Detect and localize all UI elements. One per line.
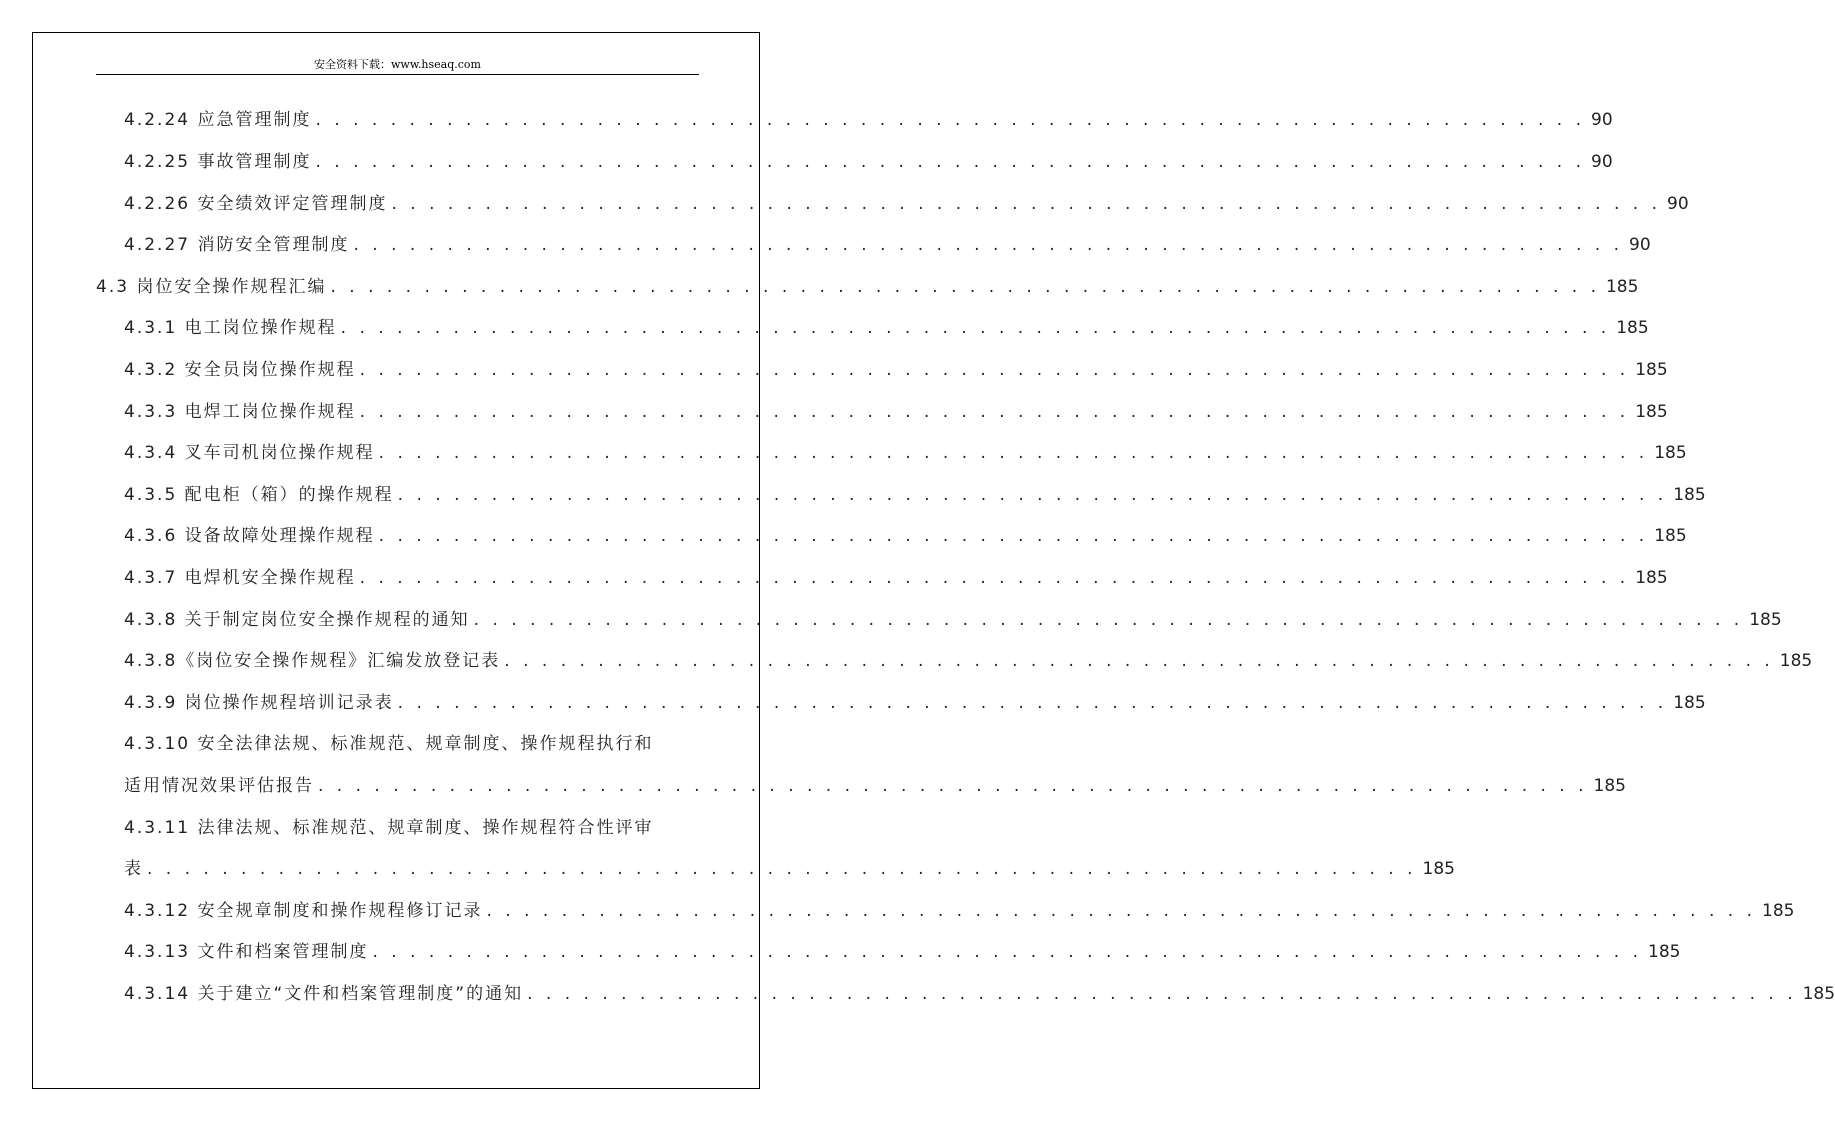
toc-leader-dots: . . . . . . . . . . . . . . . . . . . . . . . . . . . . . . . . . . . . . . . . . . . . . . . . . . . . . . . . . . . . . . . . . . . . [315, 152, 1585, 172]
toc-leader-dots: . . . . . . . . . . . . . . . . . . . . . . . . . . . . . . . . . . . . . . . . . . . . . . . . . . . . . . . . . . . . . . . . . . . . [486, 901, 1756, 921]
toc-entry-4-3-14[interactable] [124, 978, 1835, 1004]
toc-leader-dots: . . . . . . . . . . . . . . . . . . . . . . . . . . . . . . . . . . . . . . . . . . . . . . . . . . . . . . . . . . . . . . . . . . . . [330, 277, 1600, 297]
toc-entry-label: 4.3.7 电焊机安全操作规程 [124, 568, 356, 588]
toc-leader-dots: . . . . . . . . . . . . . . . . . . . . . . . . . . . . . . . . . . . . . . . . . . . . . . . . . . . . . . . . . . . . . . . . . . . . [353, 235, 1623, 255]
toc-entry-label: 4.3.1 电工岗位操作规程 [124, 318, 337, 338]
toc-entry-4-3-5[interactable] [124, 479, 1706, 505]
toc-page-number: 185 [1762, 901, 1795, 921]
toc-entry-4-3-13[interactable] [124, 936, 1681, 962]
toc-entry-label: 4.3.8《岗位安全操作规程》汇编发放登记表 [124, 651, 501, 671]
toc-page-number: 185 [1635, 568, 1668, 588]
toc-leader-dots: . . . . . . . . . . . . . . . . . . . . . . . . . . . . . . . . . . . . . . . . . . . . . . . . . . . . . . . . . . . . . . . . . . . . [504, 651, 1774, 671]
toc-entry-4-3-8-register[interactable] [124, 645, 1813, 671]
toc-page-number: 185 [1648, 942, 1681, 962]
toc-page-number: 185 [1802, 984, 1835, 1004]
toc-entry-label: 4.3.4 叉车司机岗位操作规程 [124, 443, 375, 463]
toc-leader-dots: . . . . . . . . . . . . . . . . . . . . . . . . . . . . . . . . . . . . . . . . . . . . . . . . . . . . . . . . . . . . . . . . . . . . [397, 485, 1668, 505]
toc-page-number: 185 [1635, 360, 1668, 380]
toc-page-number: 185 [1616, 318, 1649, 338]
toc-entry-label: 4.3.3 电焊工岗位操作规程 [124, 402, 356, 422]
toc-page-number: 185 [1673, 485, 1706, 505]
page-header: 安全资料下载：www.hseaq.com [96, 56, 699, 75]
toc-entry-4-3-12[interactable] [124, 895, 1795, 921]
toc-leader-dots: . . . . . . . . . . . . . . . . . . . . . . . . . . . . . . . . . . . . . . . . . . . . . . . . . . . . . . . . . . . . . . . . . . . . [359, 568, 1630, 588]
toc-leader-dots: . . . . . . . . . . . . . . . . . . . . . . . . . . . . . . . . . . . . . . . . . . . . . . . . . . . . . . . . . . . . . . . . . . . . [391, 194, 1661, 214]
toc-entry-4-3-3[interactable] [124, 396, 1668, 422]
toc-leader-dots: . . . . . . . . . . . . . . . . . . . . . . . . . . . . . . . . . . . . . . . . . . . . . . . . . . . . . . . . . . . . . . . . . . . . [315, 110, 1585, 130]
toc-page-number: 185 [1673, 693, 1706, 713]
toc-entry-label: 4.3.10 安全法律法规、标准规范、规章制度、操作规程执行和 [124, 734, 654, 754]
toc-entry-4-3-2[interactable] [124, 354, 1668, 380]
toc-entry-4-3-1[interactable] [124, 312, 1649, 338]
toc-leader-dots: . . . . . . . . . . . . . . . . . . . . . . . . . . . . . . . . . . . . . . . . . . . . . . . . . . . . . . . . . . . . . . . . . . . . [340, 318, 1611, 338]
toc-leader-dots: . . . . . . . . . . . . . . . . . . . . . . . . . . . . . . . . . . . . . . . . . . . . . . . . . . . . . . . . . . . . . . . . . . . . [473, 610, 1744, 630]
toc-entry-label: 4.2.25 事故管理制度 [124, 152, 312, 172]
toc-entry-label: 4.2.27 消防安全管理制度 [124, 235, 350, 255]
toc-page-number: 185 [1654, 443, 1687, 463]
toc-entry-label: 4.3.6 设备故障处理操作规程 [124, 526, 375, 546]
toc-entry-label: 4.3.5 配电柜（箱）的操作规程 [124, 485, 394, 505]
toc-page-number: 185 [1779, 651, 1813, 671]
toc-page-number: 90 [1667, 194, 1689, 214]
toc-entry-4-3-9[interactable] [124, 687, 1706, 713]
toc-entry-label: 4.3.2 安全员岗位操作规程 [124, 360, 356, 380]
toc-page-number: 185 [1654, 526, 1687, 546]
toc-entry-4-3-7[interactable] [124, 562, 1668, 588]
toc-leader-dots: . . . . . . . . . . . . . . . . . . . . . . . . . . . . . . . . . . . . . . . . . . . . . . . . . . . . . . . . . . . . . . . . . . . . [318, 776, 1588, 796]
toc-page-number: 185 [1749, 610, 1782, 630]
toc-entry-4-3-10[interactable] [124, 770, 1626, 796]
toc-entry-4-3-4[interactable] [124, 437, 1687, 463]
toc-leader-dots: . . . . . . . . . . . . . . . . . . . . . . . . . . . . . . . . . . . . . . . . . . . . . . . . . . . . . . . . . . . . . . . . . . . . [397, 693, 1668, 713]
toc-leader-dots: . . . . . . . . . . . . . . . . . . . . . . . . . . . . . . . . . . . . . . . . . . . . . . . . . . . . . . . . . . . . . . . . . . . . [372, 942, 1642, 962]
toc-entry-4-3-6[interactable] [124, 520, 1687, 546]
toc-leader-dots: . . . . . . . . . . . . . . . . . . . . . . . . . . . . . . . . . . . . . . . . . . . . . . . . . . . . . . . . . . . . . . . . . . . . [359, 402, 1630, 422]
toc-page-number: 185 [1593, 776, 1626, 796]
toc-leader-dots: . . . . . . . . . . . . . . . . . . . . . . . . . . . . . . . . . . . . . . . . . . . . . . . . . . . . . . . . . . . . . . . . . . . . [527, 984, 1797, 1004]
toc-entry-4-3-10-line1[interactable] [124, 728, 698, 754]
toc-page-number: 90 [1629, 235, 1651, 255]
toc-leader-dots: . . . . . . . . . . . . . . . . . . . . . . . . . . . . . . . . . . . . . . . . . . . . . . . . . . . . . . . . . . . . . . . . . . . . [378, 443, 1649, 463]
toc-entry-4-2-25[interactable] [124, 146, 1613, 172]
toc-entry-4-3[interactable] [96, 271, 1639, 297]
toc-leader-dots: . . . . . . . . . . . . . . . . . . . . . . . . . . . . . . . . . . . . . . . . . . . . . . . . . . . . . . . . . . . . . . . . . . . . [147, 859, 1417, 879]
toc-entry-label: 4.3.12 安全规章制度和操作规程修订记录 [124, 901, 483, 921]
toc-page-number: 185 [1422, 859, 1455, 879]
toc-leader-dots: . . . . . . . . . . . . . . . . . . . . . . . . . . . . . . . . . . . . . . . . . . . . . . . . . . . . . . . . . . . . . . . . . . . . [378, 526, 1649, 546]
toc-entry-label: 4.3.9 岗位操作规程培训记录表 [124, 693, 394, 713]
toc-entry-label: 4.3.14 关于建立“文件和档案管理制度”的通知 [124, 984, 524, 1004]
toc-entry-label: 4.3.13 文件和档案管理制度 [124, 942, 369, 962]
toc-entry-4-3-8[interactable] [124, 604, 1782, 630]
toc-page-number: 90 [1591, 110, 1613, 130]
toc-entry-4-3-11[interactable] [124, 853, 1455, 879]
toc-entry-label: 4.3 岗位安全操作规程汇编 [96, 277, 327, 297]
toc-page-number: 185 [1635, 402, 1668, 422]
toc-page-number: 185 [1605, 277, 1639, 297]
toc-entry-4-2-26[interactable] [124, 188, 1689, 214]
toc-leader-dots: . . . . . . . . . . . . . . . . . . . . . . . . . . . . . . . . . . . . . . . . . . . . . . . . . . . . . . . . . . . . . . . . . . . . [359, 360, 1630, 380]
toc-entry-label: 4.2.24 应急管理制度 [124, 110, 312, 130]
toc-entry-label: 表 [124, 859, 143, 879]
toc-entry-label: 适用情况效果评估报告 [124, 776, 314, 796]
toc-entry-label: 4.3.8 关于制定岗位安全操作规程的通知 [124, 610, 470, 630]
toc-entry-4-3-11-line1[interactable] [124, 812, 698, 838]
toc-entry-label: 4.2.26 安全绩效评定管理制度 [124, 194, 388, 214]
toc-page-number: 90 [1591, 152, 1613, 172]
toc-entry-label: 4.3.11 法律法规、标准规范、规章制度、操作规程符合性评审 [124, 818, 654, 838]
toc-entry-4-2-27[interactable] [124, 229, 1651, 255]
toc-entry-4-2-24[interactable] [124, 104, 1613, 130]
